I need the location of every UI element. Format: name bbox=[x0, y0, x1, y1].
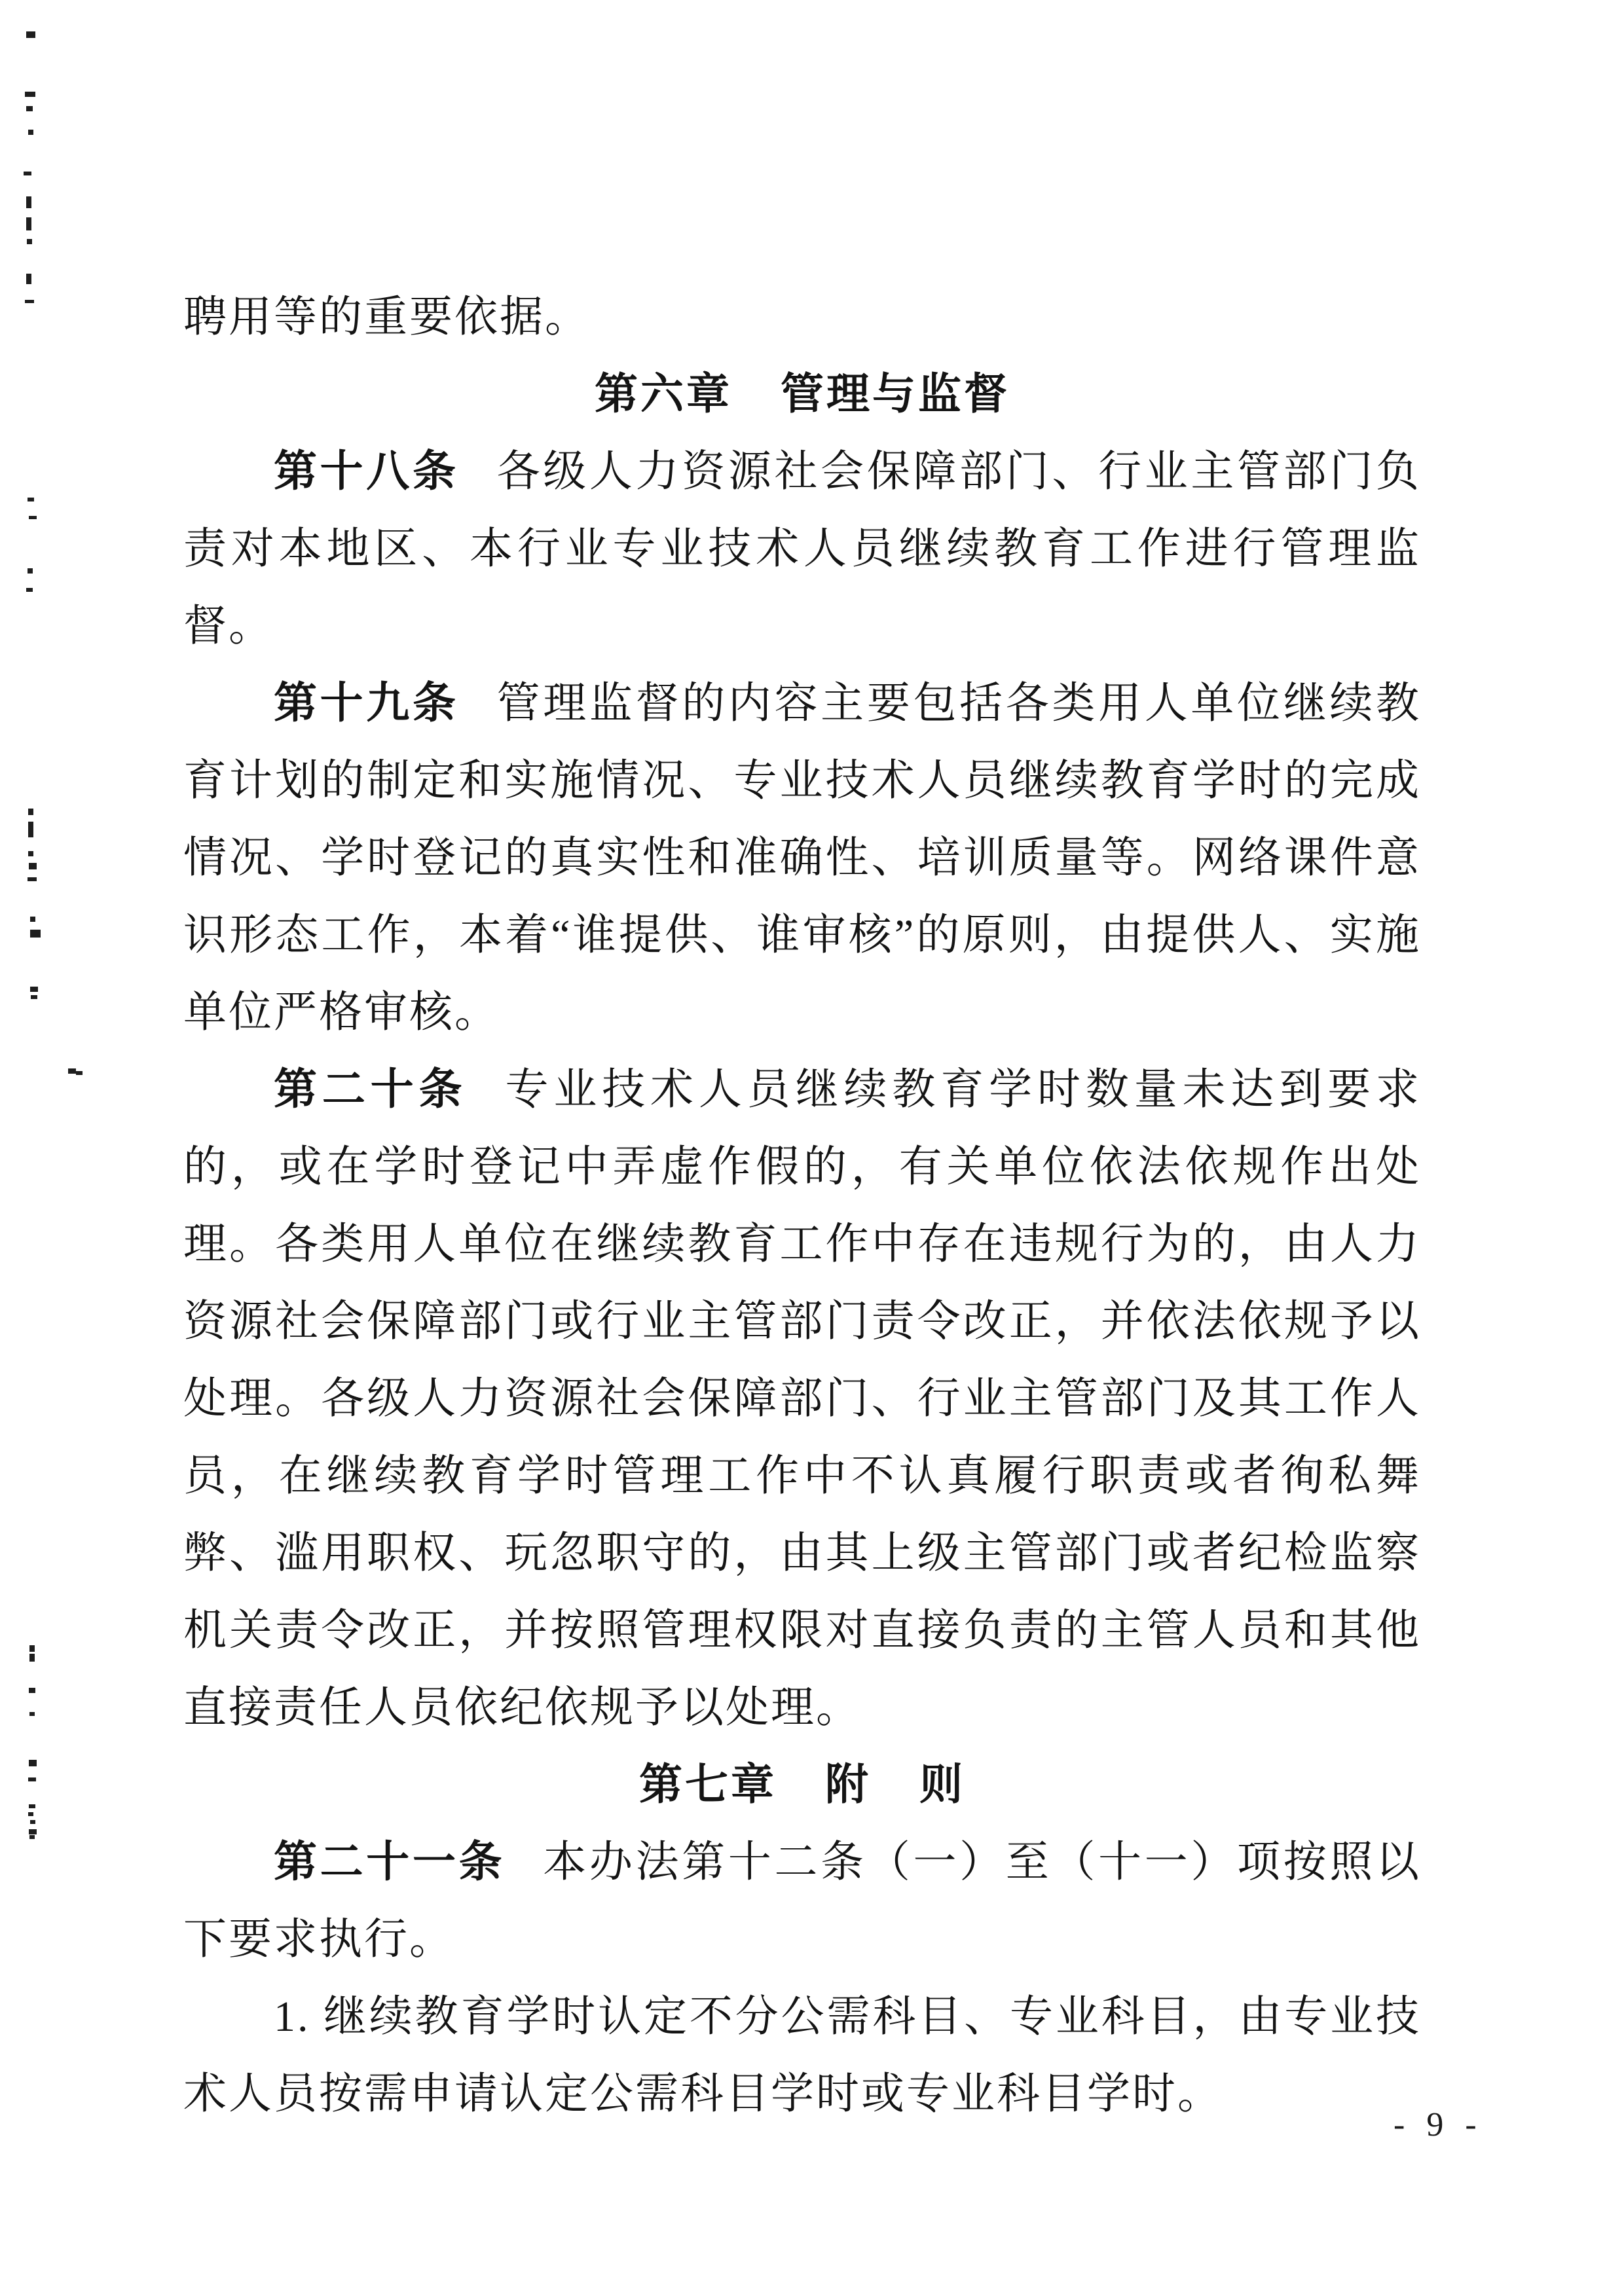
scan-artifact-mark bbox=[31, 995, 37, 999]
scan-artifact-mark bbox=[27, 239, 32, 244]
scan-artifact-mark bbox=[26, 31, 35, 38]
chapter-heading-6 bbox=[183, 356, 1421, 433]
document-content bbox=[183, 279, 1421, 2133]
scan-artifact-mark bbox=[76, 1071, 83, 1075]
scan-artifact-mark bbox=[26, 588, 33, 592]
scan-artifact-mark bbox=[26, 274, 31, 284]
chapter7-title-part1: 附 bbox=[825, 1761, 871, 1809]
scan-artifact-mark bbox=[26, 217, 31, 230]
scan-artifact-mark bbox=[29, 863, 37, 869]
chapter6-title: 管理与监督 bbox=[781, 371, 1010, 418]
scan-artifact-mark bbox=[29, 1688, 35, 1693]
scan-artifact-mark bbox=[29, 1645, 35, 1652]
article-21-text: 本办法第十二条（一）至（十一）项按照以下要求执行。 bbox=[183, 1838, 1422, 1963]
chapter6-number: 第六章 bbox=[595, 371, 732, 418]
paragraph-continuation-text: 聘用等的重要依据。 bbox=[183, 293, 590, 341]
article-19 bbox=[183, 665, 1421, 1051]
chapter-heading-7 bbox=[183, 1747, 1421, 1824]
scan-artifact-mark bbox=[28, 498, 34, 501]
article-19-term: 第十九条 bbox=[274, 680, 459, 727]
chapter7-number: 第七章 bbox=[639, 1761, 777, 1809]
scan-artifact-mark bbox=[68, 1068, 76, 1074]
article-18-term: 第十八条 bbox=[274, 448, 459, 496]
scan-artifact-mark bbox=[28, 877, 37, 881]
scan-artifact-mark bbox=[28, 851, 33, 856]
scan-artifact-mark bbox=[28, 568, 33, 574]
article-21-term: 第二十一条 bbox=[274, 1838, 506, 1886]
scan-artifact-mark bbox=[28, 809, 33, 815]
list-item-1 bbox=[183, 1978, 1421, 2133]
article-20-term: 第二十条 bbox=[274, 1066, 468, 1114]
scan-artifact-mark bbox=[29, 1712, 35, 1716]
chapter7-title-part2: 则 bbox=[919, 1761, 965, 1809]
article-20 bbox=[183, 1051, 1421, 1747]
scan-artifact-mark bbox=[29, 1835, 35, 1839]
scan-artifact-mark bbox=[26, 196, 31, 208]
page-number: - 9 - bbox=[1393, 2106, 1483, 2143]
scan-artifact-mark bbox=[28, 822, 33, 837]
scan-artifact-mark bbox=[29, 1829, 37, 1834]
scan-artifact-mark bbox=[29, 516, 37, 519]
article-19-text: 管理监督的内容主要包括各类用人单位继续教育计划的制定和实施情况、专业技术人员继续教育学时的完成情况、学时登记的真实性和准确性、培训质量等。网络课件意识形态工作，本着“谁提供、谁审核”的原则，由提供人、实施单位严格审核。 bbox=[183, 680, 1422, 1036]
scan-artifact-mark bbox=[25, 92, 35, 97]
article-18-text: 各级人力资源社会保障部门、行业主管部门负责对本地区、本行业专业技术人员继续教育工作进行管理监督。 bbox=[183, 448, 1422, 650]
scan-artifact-mark bbox=[30, 930, 41, 938]
scan-artifact-mark bbox=[26, 106, 33, 111]
scan-artifact-mark bbox=[29, 1760, 37, 1766]
scan-artifact-mark bbox=[28, 130, 33, 135]
article-20-text: 专业技术人员继续教育学时数量未达到要求的，或在学时登记中弄虚作假的，有关单位依法依规作出处理。各类用人单位在继续教育工作中存在违规行为的，由人力资源社会保障部门或行业主管部门责令改正，并依法依规予以处理。各级人力资源社会保障部门、行业主管部门及其工作人员，在继续教育学时管理工作中不认真履行职责或者徇私舞弊、滥用职权、玩忽职守的，由其上级主管部门或者纪检监察机关责令改正，并按照管理权限对直接负责的主管人员和其他直接责任人员依纪依规予以处理。 bbox=[183, 1066, 1422, 1732]
article-18 bbox=[183, 433, 1421, 665]
scan-artifact-mark bbox=[24, 172, 31, 175]
scan-artifact-mark bbox=[25, 300, 34, 303]
scan-artifact-mark bbox=[28, 1777, 36, 1781]
list-item-1-text: 1. 继续教育学时认定不分公需科目、专业科目，由专业技术人员按需申请认定公需科目学时或专业科目学时。 bbox=[183, 1993, 1421, 2118]
scan-artifact-mark bbox=[28, 1812, 33, 1816]
scan-artifact-mark bbox=[29, 1804, 35, 1808]
article-21 bbox=[183, 1824, 1421, 1978]
scan-artifact-mark bbox=[30, 917, 35, 922]
scan-artifact-mark bbox=[29, 1654, 35, 1662]
scan-artifact-mark bbox=[30, 987, 38, 992]
scan-artifact-mark bbox=[30, 1820, 35, 1824]
paragraph-continuation bbox=[183, 279, 1421, 356]
